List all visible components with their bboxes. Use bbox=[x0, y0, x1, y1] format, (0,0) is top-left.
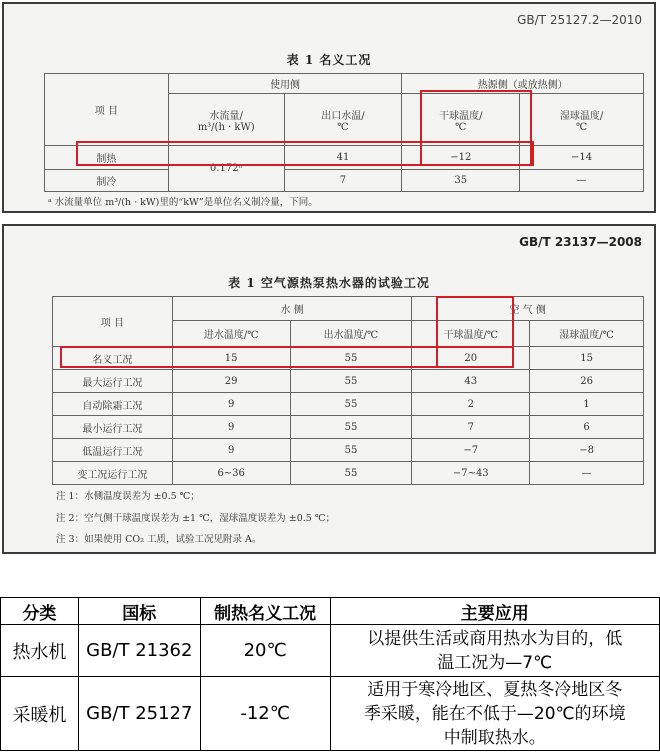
table-caption: 表 1 空气源热泵热水器的试验工况 bbox=[228, 276, 430, 290]
scan-panel-gbt25127 bbox=[2, 2, 656, 213]
application-cell: 适用于寒冷地区、夏热冬冷地区冬 季采暖，能在不低于—20℃的环境 中制取热水。 bbox=[330, 677, 659, 751]
table-row: 名义工况 15 55 20 15 bbox=[53, 347, 644, 370]
header-outlet: 出口水温/ ℃ bbox=[284, 94, 402, 146]
table-row: 最小运行工况 9 55 7 6 bbox=[53, 416, 644, 439]
header-source-side: 热源侧（或放热侧） bbox=[402, 74, 644, 94]
table-note-2: 注 2：空气侧干球温度误差为 ±1 ℃，湿球温度误差为 ±0.5 ℃； bbox=[56, 513, 335, 524]
standard-number: GB/T 25127.2—2010 bbox=[517, 13, 642, 27]
header-wet-bulb: 湿球温度/ ℃ bbox=[520, 94, 644, 146]
header-water-side: 水 侧 bbox=[172, 297, 412, 321]
header-dry-bulb: 干球温度/ ℃ bbox=[402, 94, 520, 146]
header-item: 项 目 bbox=[53, 297, 173, 347]
test-conditions-table bbox=[52, 296, 644, 485]
header-wet-bulb: 湿球温度/℃ bbox=[530, 321, 644, 347]
summary-header-row bbox=[1, 598, 660, 625]
header-user-side: 使用侧 bbox=[168, 74, 402, 94]
category-cell: 热水机 bbox=[1, 625, 79, 677]
summary-table bbox=[0, 597, 660, 751]
header-main-application: 主要应用 bbox=[330, 598, 659, 625]
table-row: 制热 0.172ᵃ 41 −12 −14 bbox=[45, 146, 644, 170]
table-note-3: 注 3：如果使用 CO₂ 工质，试验工况见附录 A。 bbox=[56, 534, 262, 545]
header-category: 分类 bbox=[1, 598, 79, 625]
table-row bbox=[1, 677, 660, 751]
header-flow: 水流量/ m³/(h · kW) bbox=[168, 94, 284, 146]
scan-panel-gbt23137 bbox=[2, 224, 656, 554]
table-note-1: 注 1：水侧温度误差为 ±0.5 ℃； bbox=[56, 491, 200, 502]
condition-cell: 20℃ bbox=[200, 625, 330, 677]
table-row bbox=[1, 625, 660, 677]
table-row: 制冷 7 35 — bbox=[45, 170, 644, 192]
header-item: 项 目 bbox=[45, 74, 169, 146]
table-caption: 表 1 名义工况 bbox=[286, 53, 372, 67]
standard-cell: GB/T 25127 bbox=[78, 677, 200, 751]
nominal-conditions-table bbox=[44, 73, 644, 192]
condition-cell: -12℃ bbox=[200, 677, 330, 751]
header-inlet-temp: 进水温度/℃ bbox=[172, 321, 290, 347]
table-row: 自动除霜工况 9 55 2 1 bbox=[53, 393, 644, 416]
header-standard: 国标 bbox=[78, 598, 200, 625]
header-dry-bulb: 干球温度/℃ bbox=[412, 321, 530, 347]
table-row: 低温运行工况 9 55 −7 −8 bbox=[53, 439, 644, 462]
header-nominal-heating: 制热名义工况 bbox=[200, 598, 330, 625]
application-cell: 以提供生活或商用热水为目的，低 温工况为—7℃ bbox=[330, 625, 659, 677]
standard-cell: GB/T 21362 bbox=[78, 625, 200, 677]
header-outlet-temp: 出水温度/℃ bbox=[290, 321, 412, 347]
category-cell: 采暖机 bbox=[1, 677, 79, 751]
table-row: 变工况运行工况 6~36 55 −7~43 — bbox=[53, 462, 644, 485]
header-air-side: 空 气 侧 bbox=[412, 297, 644, 321]
table-row: 最大运行工况 29 55 43 26 bbox=[53, 370, 644, 393]
standard-number: GB/T 23137—2008 bbox=[519, 235, 642, 249]
table-footnote: ᵃ 水流量单位 m³/(h · kW)里的“kW”是单位名义制冷量，下同。 bbox=[48, 197, 318, 208]
